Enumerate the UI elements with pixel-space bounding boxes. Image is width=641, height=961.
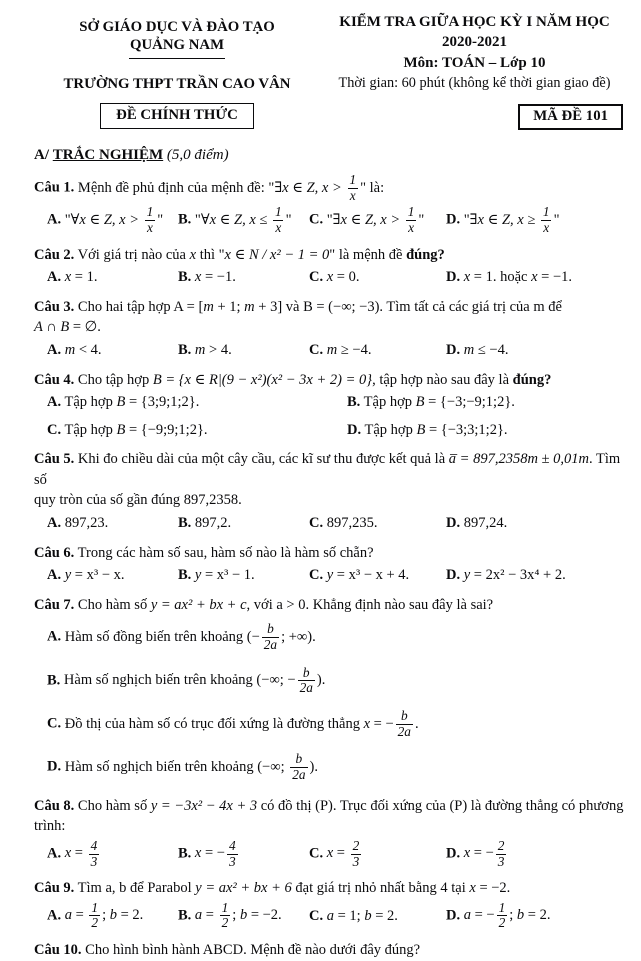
option-d [446,565,629,586]
fraction: $\frac{1}{x}$ [407,204,415,236]
exam-title: KIỂM TRA GIỮA HỌC KỲ I NĂM HỌC 2020-2021 [339,14,610,50]
province-name: QUẢNG NAM [129,37,225,54]
question-number: Câu 7. [34,596,75,613]
option-text: "∀x ∈ Z, x ≤ $\frac{1}{x}$ " [194,204,292,236]
fraction: $\frac{1}{x}$ [349,172,357,203]
option-text: 897,2. [194,515,232,532]
option-label: D. [47,758,62,775]
question-text: Tìm a, b để Parabol y = ax² + bx + 6 đạt giá trị nhỏ nhất bằng 4 tại x = −2. [77,880,511,897]
question-statement [34,940,629,961]
department-name: SỞ GIÁO DỤC VÀ ĐÀO TẠO [79,19,275,35]
exam-subject: Môn: TOÁN – Lớp 10 [403,55,546,71]
fraction: $\frac{1}{x}$ [146,204,154,236]
options [34,901,629,931]
option-text: "∀x ∈ Z, x > $\frac{1}{x}$ " [64,204,164,236]
option-c [309,340,446,361]
option-text: x = $\frac{4}{3}$ [64,837,98,869]
option-a [47,392,347,413]
question-text: Mệnh đề phủ định của mệnh đề: "∃x ∈ Z, x > $\frac{1}{x}$ " là: [77,172,385,203]
option-label: B. [178,342,192,358]
option-text: 897,24. [463,515,508,532]
question-number: Câu 4. [34,371,75,388]
questions [34,173,629,961]
options [34,513,629,534]
question-number: Câu 2. [34,246,75,263]
question-statement [34,449,629,511]
option-text: y = 2x² − 3x⁴ + 2. [463,567,566,584]
option-label: A. [47,907,62,924]
option-label: C. [309,907,324,924]
option-text: x = 1. hoặc x = −1. [463,269,573,286]
option-text: Hàm số nghịch biến trên khoảng (−∞; $\frac{b}{2a}$ ). [64,751,319,783]
question-1 [34,173,629,236]
option-c [309,513,446,534]
section-name: TRẮC NGHIỆM [52,147,164,163]
option-label: D. [446,515,461,532]
option-d [347,420,629,441]
option-d [47,752,629,782]
option-text: m < 4. [64,342,102,358]
option-b [178,513,309,534]
option-c [47,420,347,441]
option-label: B. [178,515,192,532]
options [34,839,629,869]
question-number: Câu 6. [34,544,75,561]
option-label: B. [178,211,192,228]
question-7 [34,595,629,783]
option-label: B. [347,394,361,411]
option-label: A. [47,211,62,228]
options [34,622,629,782]
question-text: Cho hàm số y = ax² + bx + c, với a > 0. Khẳng định nào sau đây là sai? [77,596,494,613]
option-label: D. [446,211,461,228]
options [34,565,629,586]
option-label: D. [347,421,362,438]
option-text: a = $\frac{1}{2}$ ; b = 2. [64,899,144,931]
question-number: Câu 10. [34,942,82,959]
option-a [47,565,178,586]
option-text: x = $\frac{2}{3}$ [326,837,360,869]
option-text: Tập hợp B = {−3;−9;1;2}. [363,394,515,411]
option-text: 897,23. [64,515,109,532]
options [34,205,629,235]
option-label: A. [47,628,62,645]
option-a [47,340,178,361]
option-d [446,340,629,361]
question-statement [34,543,629,564]
question-text: Cho hàm số y = −3x² − 4x + 3 có đồ thị (P). Trục đối xứng của (P) là đường thẳng có phương trình: [34,797,624,835]
option-label: A. [47,845,62,862]
question-3 [34,297,629,361]
option-text: Hàm số nghịch biến trên khoảng (−∞; − $\frac{b}{2a}$ ). [63,664,326,696]
option-b [178,565,309,586]
option-text: "∃x ∈ Z, x ≥ $\frac{1}{x}$ " [463,204,560,236]
header-left-block [34,13,320,130]
options [34,340,629,361]
fraction: $\frac{2}{3}$ [352,837,360,869]
option-c [47,709,629,739]
option-b [347,392,629,413]
option-label: B. [178,269,192,286]
official-exam-stamp: ĐỀ CHÍNH THỨC [100,103,254,129]
option-text: m ≤ −4. [463,342,509,358]
option-a [47,622,629,652]
option-label: C. [309,269,324,286]
option-d [446,267,629,288]
option-label: B. [178,567,192,584]
option-label: D. [446,342,461,358]
section-title [34,147,629,164]
option-a [47,205,178,235]
question-5 [34,449,629,533]
question-6 [34,543,629,586]
option-a [47,513,178,534]
option-label: B. [47,672,61,689]
option-text: m ≥ −4. [326,342,372,358]
fraction: $\frac{1}{2}$ [498,899,506,931]
option-label: B. [178,907,192,924]
option-b [178,267,309,288]
option-text: x = 1. [64,269,98,286]
question-text: Trong các hàm số sau, hàm số nào là hàm số chẵn? [77,544,374,561]
question-4 [34,370,629,441]
option-label: C. [309,515,324,532]
question-number: Câu 3. [34,298,75,315]
option-text: x = − $\frac{2}{3}$ [463,837,505,869]
question-statement [34,595,629,616]
option-label: A. [47,567,62,584]
option-label: D. [446,907,461,924]
fraction: $\frac{1}{x}$ [542,204,550,236]
option-label: C. [47,715,62,732]
document-header [34,13,629,130]
fraction: $\frac{b}{2a}$ [397,708,411,739]
option-label: A. [47,394,62,411]
fraction: $\frac{1}{2}$ [91,899,99,931]
question-text: Cho tập hợp B = {x ∈ R|(9 − x²)(x² − 3x + 2) = 0}, tập hợp nào sau đây là đúng? [77,371,552,388]
option-text: 897,235. [326,515,378,532]
fraction: $\frac{4}{3}$ [228,837,236,869]
section-label: A/ [34,147,49,163]
question-text: Cho hình bình hành ABCD. Mệnh đề nào dưới đây đúng? [85,942,421,959]
option-label: B. [178,845,192,862]
fraction: $\frac{1}{x}$ [274,204,282,236]
option-b [178,340,309,361]
option-label: C. [309,342,324,358]
fraction: $\frac{1}{2}$ [221,899,229,931]
option-label: C. [309,567,324,584]
option-a [47,839,178,869]
option-text: Tập hợp B = {3;9;1;2}. [64,394,200,411]
option-text: a = 1; b = 2. [326,907,398,924]
exam-code-badge: MÃ ĐỀ 101 [518,104,623,130]
question-statement [34,173,629,203]
option-text: Đồ thị của hàm số có trục đối xứng là đường thẳng x = − $\frac{b}{2a}$ . [64,708,419,739]
question-number: Câu 8. [34,797,75,814]
fraction: $\frac{4}{3}$ [90,837,98,869]
option-b [47,666,629,696]
option-c [309,565,446,586]
option-label: D. [446,567,461,584]
option-label: C. [47,421,62,438]
option-text: a = $\frac{1}{2}$ ; b = −2. [194,899,282,931]
fraction: $\frac{2}{3}$ [497,837,505,869]
option-a [47,901,178,931]
question-8 [34,796,629,870]
option-a [47,267,178,288]
option-c [309,205,446,235]
question-10 [34,940,629,961]
option-label: A. [47,342,62,358]
option-text: x = − $\frac{4}{3}$ [194,837,236,869]
option-label: C. [309,845,324,862]
option-b [178,205,309,235]
option-d [446,205,629,235]
section-points: (5,0 điểm) [166,147,229,163]
option-label: C. [309,211,324,228]
school-name: TRƯỜNG THPT TRẦN CAO VÂN [63,75,291,92]
option-text: a = − $\frac{1}{2}$ ; b = 2. [463,899,551,931]
fraction: $\frac{b}{2a}$ [263,621,278,653]
header-right-block [320,13,629,130]
option-label: A. [47,515,62,532]
fraction: $\frac{b}{2a}$ [292,751,306,783]
question-text: Với giá trị nào của x thì "x ∈ N / x² − 1 = 0" là mệnh đề đúng? [77,246,445,263]
options [34,267,629,288]
header-underline [129,58,225,59]
option-label: D. [446,845,461,862]
option-text: "∃x ∈ Z, x > $\frac{1}{x}$ " [326,204,425,236]
option-text: Hàm số đồng biến trên khoảng (− $\frac{b}{2a}$ ; +∞). [64,621,316,653]
question-statement [34,878,629,899]
question-text: Khi đo chiều dài của một cây cầu, các kĩ sư thu được kết quả là a̅ = 897,2358m ± 0,01m. Tìm số quy tròn của số gần đúng 897,2358. [34,451,621,509]
option-text: x = −1. [194,269,236,286]
question-9 [34,878,629,931]
option-d [446,901,629,931]
option-text: x = 0. [326,269,360,286]
option-c [309,839,446,869]
option-c [309,906,446,927]
question-statement [34,245,629,266]
option-text: m > 4. [194,342,232,358]
exam-duration: Thời gian: 60 phút (không kể thời gian giao đề) [338,75,611,91]
question-2 [34,245,629,288]
question-text: Cho hai tập hợp A = [m + 1; m + 3] và B = (−∞; −3). Tìm tất cả các giá trị của m để A ∩ B = ∅. [34,298,562,336]
option-label: D. [446,269,461,286]
option-text: y = x³ − x. [64,567,125,584]
option-text: y = x³ − x + 4. [326,567,410,584]
question-statement [34,297,629,338]
question-statement [34,370,629,391]
options [34,392,629,440]
fraction: $\frac{b}{2a}$ [299,664,313,696]
question-number: Câu 5. [34,451,75,468]
option-b [178,901,309,931]
option-d [446,513,629,534]
option-c [309,267,446,288]
question-number: Câu 9. [34,880,75,897]
option-b [178,839,309,869]
option-label: A. [47,269,62,286]
question-number: Câu 1. [34,179,75,196]
option-d [446,839,629,869]
option-text: y = x³ − 1. [194,567,255,584]
option-text: Tập hợp B = {−3;3;1;2}. [364,421,508,438]
option-text: Tập hợp B = {−9;9;1;2}. [64,421,208,438]
